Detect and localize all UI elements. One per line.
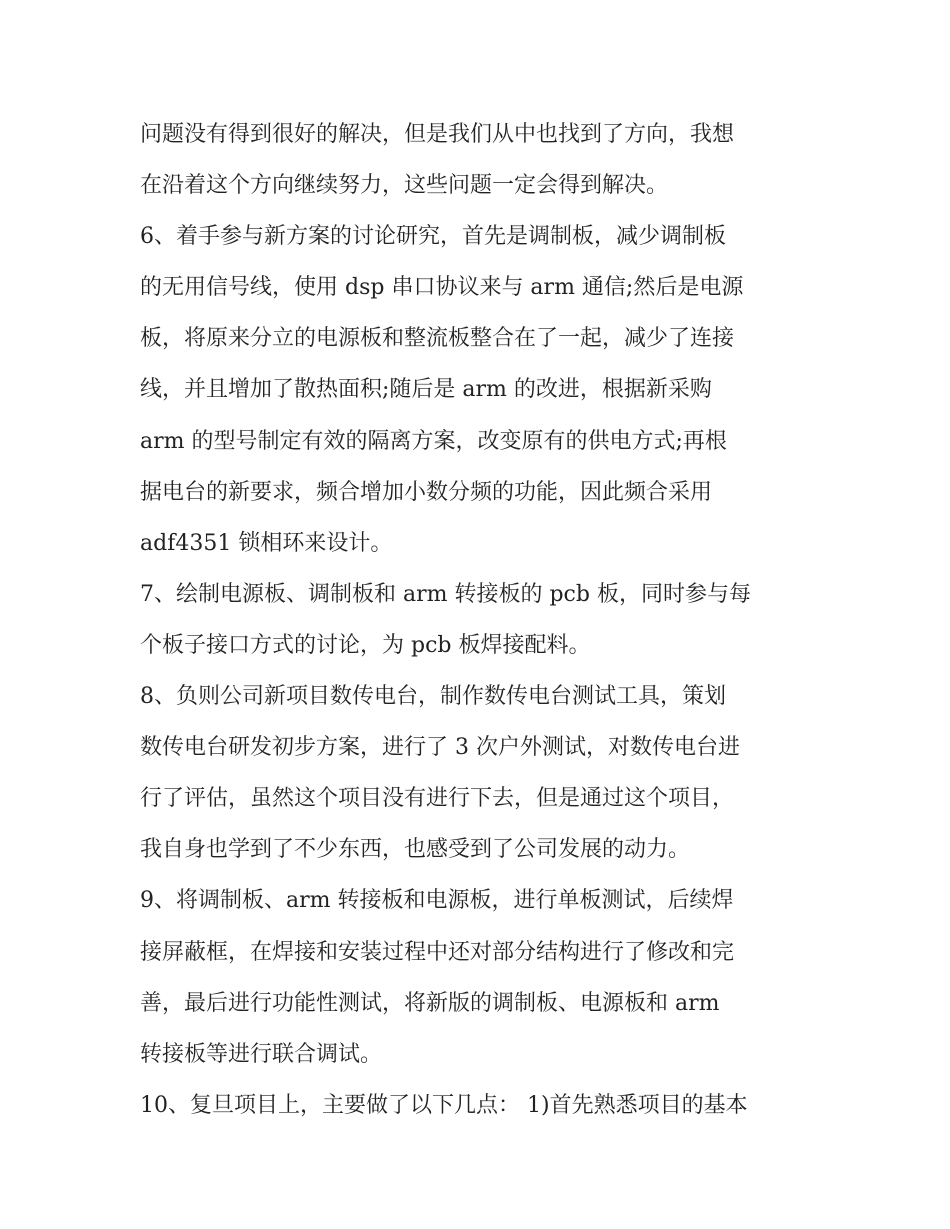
text-line: 善，最后进行功能性测试，将新版的调制板、电源板和 arm [140,990,720,1016]
text-line: 8、负则公司新项目数传电台，制作数传电台测试工具，策划 [140,684,726,710]
text-line: 线，并且增加了散热面积;随后是 arm 的改进，根据新采购 [140,377,712,403]
body-text [140,109,820,1131]
text-line: arm 的型号制定有效的隔离方案，改变原有的供电方式;再根 [140,428,727,454]
text-line: 问题没有得到很好的解决，但是我们从中也找到了方向，我想 [140,122,735,147]
text-line: 板，将原来分立的电源板和整流板整合在了一起，减少了连接 [140,326,735,352]
text-line: 9、将调制板、arm 转接板和电源板，进行单板测试，后续焊 [140,888,734,914]
text-line: 的无用信号线，使用 dsp 串口协议来与 arm 通信;然后是电源 [140,275,744,301]
text-line: 个板子接口方式的讨论，为 pcb 板焊接配料。 [140,632,591,658]
text-line: 数传电台研发初步方案，进行了 3 次户外测试，对数传电台进 [140,735,740,761]
text-line: 接屏蔽框，在焊接和安装过程中还对部分结构进行了修改和完 [140,939,735,965]
text-line: adf4351 锁相环来设计。 [140,530,393,556]
text-line: 转接板等进行联合调试。 [140,1041,383,1067]
text-line: 行了评估，虽然这个项目没有进行下去，但是通过这个项目， [140,786,735,812]
text-line: 我自身也学到了不少东西，也感受到了公司发展的动力。 [140,837,691,863]
text-line: 10、复旦项目上，主要做了以下几点： 1)首先熟悉项目的基本 [140,1092,748,1118]
text-line: 据电台的新要求，频合增加小数分频的功能，因此频合采用 [140,479,713,505]
text-line: 6、着手参与新方案的讨论研究，首先是调制板，减少调制板 [140,224,726,250]
text-line: 7、绘制电源板、调制板和 arm 转接板的 pcb 板，同时参与每 [140,581,751,607]
text-line: 在沿着这个方向继续努力，这些问题一定会得到解决。 [140,173,669,199]
